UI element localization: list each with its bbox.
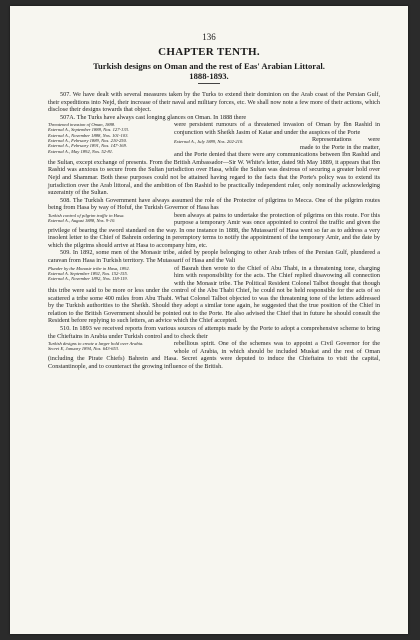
margin-note-line: External A., May 1892, Nos. 52-81. — [48, 148, 114, 154]
margin-note-line: Turkish control of pilgrim traffic in Hasa. — [48, 212, 125, 218]
margin-note-line: External A., September 1888, Nos. 127-133. — [48, 127, 130, 133]
margin-note-monasir-plunder — [48, 266, 166, 282]
document-body — [48, 91, 380, 370]
margin-note-line: External A., July 1889, Nos. 202-210. — [174, 139, 244, 145]
margin-note-oman-invasion — [48, 122, 166, 154]
margin-note-line: External A., November 1892, Nos. 118-119. — [48, 276, 128, 282]
paragraph-507a-continued: were persistent rumours of a threatened invasion of Oman by Ibn Rashid in conjunction with Sheikh Jasim of Katar and under the auspices of the Porte — [174, 121, 380, 136]
paragraph-507: 507. We have dealt with several measures taken by the Turks to extend their dominion on the Arab coast of the Persian Gulf, their expeditions into Nejd, their increase of their naval and military forces, etc. We shall now note a few more of their actions, which disclose their designs towards that object. — [48, 91, 380, 114]
margin-note-line: External A., August 1888, Nos. 9-10. — [48, 218, 116, 224]
margin-note-line: External A., February 1889, Nos. 210-250. — [48, 138, 128, 144]
margin-note-line: Plunder by the Monasir tribe in Hasa, 1892. — [48, 265, 130, 271]
paragraph-509-continued: of Basrah then wrote to the Chief of Abu Thabi, in a threatening tone, charging him with responsibility for the acts. The Chief replied disavowing all connection with the Monasir tribe. The Political Resident Colonel Talbot thought that though this tribe were said to be more or less under the control of the Abu Thabi Chief, he could not be held responsible for the acts of so scattered a tribe some 400 miles from Abu Thabi. What Colonel Talbot objected to was the threatening tone of the letters addressed by the Turkish authorities to the Sheikh. Should they adopt a similar tone again, he suggested that the true position of the Chief in relation to the British Government should be pointed out to the Porte. He also advised the Chief that in future he should consult the Resident before replying to such letters, an advice which the Chief accepted. — [48, 264, 380, 325]
margin-note-porte — [174, 139, 292, 144]
margin-note-line: Turkish designs to create a larger hold over Arabia. — [48, 341, 144, 347]
margin-note-line: Threatened invasion of Oman, 1888. — [48, 122, 116, 128]
margin-note-line: External A., February 1891, Nos. 147-169. — [48, 143, 128, 149]
margin-note-line: External A., November 1888, Nos. 101-103. — [48, 132, 129, 138]
paragraph-508-continued: been always at pains to undertake the protection of pilgrims on this route. For this purpose a temporary Amir was once appointed to control the traffic and given the privilege of bearing the sword standard on the way. In one instance in 1888, the Mutassarif of Hasa went so far as to address a very insolent letter to the Chief of Bahrein ordering in peremptory terms to notify the appointment of the temporary Amir, and the date by which the pilgrims should arrive at Hasa to accompany him, etc. — [48, 211, 380, 249]
margin-note-arabia-designs — [48, 341, 166, 352]
chapter-years: 1888-1893. — [189, 71, 229, 81]
chapter-heading: CHAPTER TENTH. — [158, 46, 260, 58]
paragraph-509-opening: 509. In 1892, some men of the Monasir tribe, aided by people belonging to other Arab tribes of the Persian Gulf, plundered a caravan from Hasa in Turkish territory. The Mutassarif of Hasa and the Vali — [48, 249, 380, 265]
page-number: 136 — [202, 32, 216, 42]
margin-note-line: External A. September 1892, Nos. 152-155. — [48, 270, 128, 276]
margin-note-pilgrim-traffic — [48, 213, 166, 224]
margin-note-line: Secret E, January 1894, Nos. 643-653. — [48, 346, 120, 352]
chapter-subtitle: Turkish designs on Oman and the rest of Eas' Arabian Littoral. — [93, 61, 325, 71]
paragraph-510-opening: 510. In 1893 we received reports from various sources of attempts made by the Porte to adopt a comprehensive scheme to bring the Chieftains in Arabia under Turkish control and to check their — [48, 324, 380, 340]
paragraph-508-opening: 508. The Turkish Government have always assumed the role of the Protector of pilgrims to Mecca. One of the pilgrim routes being from Hasa by way of Hofuf, the Turkish Governor of Hasa has — [48, 196, 380, 212]
paragraph-507a-second: Representations were made to the Porte in the matter, and the Porte denied that there were any communications between Ibn Rashid and the Sultan, except exchange of presents. From the British Ambassador—Sir W. White's letter, dated 9th May 1889, it appears that Ibn Rashid was anxious to secure from the Sultan jurisdiction over Hasa, while the Sultan was desirous of securing a greater hold over Nejd and Shammar. Both these purposes could not be attained having regard to the facts that the Porte's policy was to extend its jurisdiction over the Arab littoral, and the ambition of Ibn Rashid to be practically independent ruler, only nominally acknowledging suzerainty of the Sultan. — [48, 136, 380, 197]
heading-rule — [198, 83, 220, 84]
document-page — [10, 6, 408, 634]
paragraph-507a-opening: 507A. The Turks have always cast longing glances on Oman. In 1888 there — [60, 113, 247, 121]
paragraph-510-continued: rebellious spirit. One of the schemes was to appoint a Civil Governor for the whole of Arabia, in which should be included Muskat and the rest of Oman (including the Pirate Chiefs) Bahrein and Hasa. Secret agents were deputed to induce the Chieftains to visit the capital, Constantinople, and to counteract the growing influence of the British. — [48, 340, 380, 370]
